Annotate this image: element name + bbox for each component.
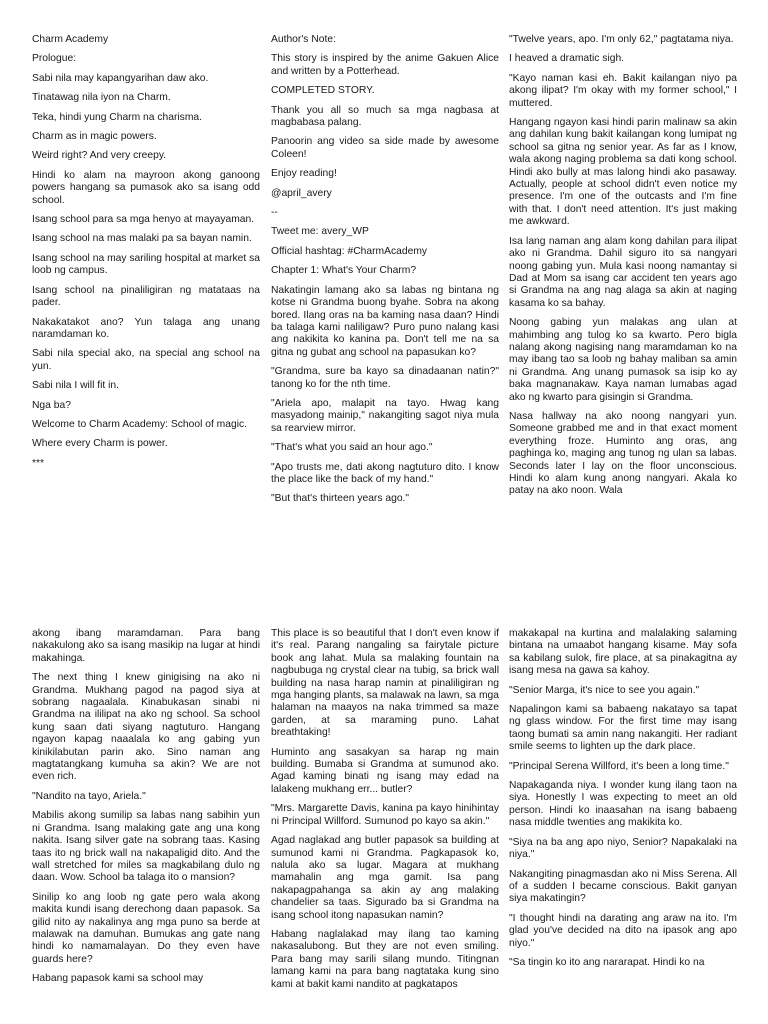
paragraph: Weird right? And very creepy. [32, 150, 167, 162]
paragraph: akong ibang maramdaman. Para bang nakakulong ako sa isang masikip na lugar at hindi makahinga. [32, 628, 260, 664]
paragraph: This story is inspired by the anime Gakuen Alice and written by a Potterhead. [271, 53, 499, 77]
paragraph: Charm as in magic powers. [32, 131, 157, 143]
paragraph: Huminto ang sasakyan sa harap ng main building. Bumaba si Grandma at sumunod ako. Agad kaming binati ng isang may edad na lalakeng mukhang err... butler? [271, 746, 499, 795]
paragraph: Isang school na may sariling hospital at market sa loob ng campus. [32, 252, 260, 277]
paragraph: "Sa tingin ko ito ang nararapat. Hindi ko na [509, 956, 705, 968]
paragraph: Sabi nila may kapangyarihan daw ako. [32, 72, 209, 84]
paragraph: Tinatawag nila iyon na Charm. [32, 92, 171, 104]
text-column-3 [509, 34, 737, 512]
paragraph: Sabi nila special ako, na special ang school na yun. [32, 348, 260, 372]
paragraph: Isang school para sa mga henyo at mayayaman. [32, 214, 255, 226]
paragraph: "I thought hindi na darating ang araw na ito. I'm glad you've decided na dito na ipasok ang apo niyo." [509, 912, 737, 949]
text-column-3 [509, 628, 737, 1024]
paragraph: Where every Charm is power. [32, 438, 168, 450]
paragraph: Noong gabing yun malakas ang ulan at mahimbing ang tulog ko sa kwarto. Pero bigla nalang akong nagising nang maramdaman ko na may ibang tao sa loob ng bahay maliban sa amin ni Grandma. Ang unang pumasok sa isip ko ay baka magnanakaw. Kaya naman lumabas agad ako ng kwarto para gisingin si Grandma. [509, 317, 737, 403]
paragraph: "Principal Serena Willford, it's been a long time." [509, 760, 729, 772]
paragraph: Chapter 1: What's Your Charm? [271, 265, 417, 277]
text-column-2 [271, 34, 499, 512]
paragraph: This place is so beautiful that I don't even know if it's real. Parang nangaling sa fairytale picture book ang lahat. Mula sa malaking fountain na nagbubuga ng crystal clear na tubig, sa brick wall building na nasa harap namin at pinaliligiran ng mga hanging plants, sa malawak na lawn, sa mga halaman na maayos na naka trimmed sa maze garden, at sa maraming puno. Lahat breathtaking! [271, 628, 499, 739]
paragraph: makakapal na kurtina and malalaking salaming bintana na umaabot hangang kisame. May sofa sa kabilang sulok, fire place, at sa pinakagitna ay isang mesa na gawa sa kahoy. [509, 628, 737, 677]
paragraph: "Mrs. Margarette Davis, kanina pa kayo hinihintay ni Principal Willford. Sumunod po kayo sa akin." [271, 803, 499, 827]
paragraph: Official hashtag: #CharmAcademy [271, 245, 428, 257]
paragraph: Habang naglalakad may ilang tao kaming nakasalubong. But they are not even smiling. Para bang may sarili silang mundo. Titingnan lamang kami na para bang nagtataka kung sino kami at bakit kami nandito at pagkatapos [271, 928, 499, 990]
paragraph: COMPLETED STORY. [271, 85, 375, 97]
paragraph: Panoorin ang video sa side made by awesome Coleen! [271, 136, 499, 160]
paragraph: Napakaganda niya. I wonder kung ilang taon na siya. Honestly I was expecting to meet an old person. Hindi ko inaasahan na isang babaeng nasa middle twenties ang makikita ko. [509, 780, 737, 829]
text-column-2 [271, 628, 499, 1024]
text-column-1 [32, 628, 260, 1024]
paragraph: Sabi nila I will fit in. [32, 380, 119, 392]
paragraph: Napalingon kami sa babaeng nakatayo sa tapat ng glass window. For the first time may isang taong bumati sa amin nang nakangiti. Her radiant smile seems to lighten up the dark place. [509, 704, 737, 753]
paragraph: "Apo trusts me, dati akong nagtuturo dito. I know the place like the back of my hand." [271, 461, 499, 485]
paragraph: The next thing I knew ginigising na ako ni Grandma. Mukhang pagod na pagod siya at sobrang nagaalala. Kinabukasan sinabi ni Grandma na ililipat na ako ng school. Sa school kung saan dati siyang nagtuturo. Hangang ngayon kapag naaalala ko ang gabing yun kinikilabutan parin ako. Sino naman ang magtatangkang kumuha sa akin? We are not even rich. [32, 672, 260, 783]
paragraph: Welcome to Charm Academy: School of magic. [32, 418, 247, 430]
paragraph: I heaved a dramatic sigh. [509, 53, 625, 65]
paragraph: Isang school na mas malaki pa sa bayan namin. [32, 233, 252, 245]
paragraph: Habang papasok kami sa school may [32, 973, 204, 985]
paragraph: Hindi ko alam na mayroon akong ganoong powers hangang sa pumasok ako sa isang odd school. [32, 169, 260, 206]
text-column-1 [32, 34, 260, 512]
paragraph: "Senior Marga, it's nice to see you again." [509, 684, 700, 696]
paragraph: "Grandma, sure ba kayo sa dinadaanan natin?" tanong ko for the nth time. [271, 366, 499, 390]
paragraph: Enjoy reading! [271, 168, 337, 180]
paragraph: "That's what you said an hour ago." [271, 442, 433, 454]
document-page-2 [0, 512, 768, 1024]
paragraph: @april_avery [271, 187, 332, 199]
paragraph: Nasa hallway na ako noong nangyari yun. Someone grabbed me and in that exact moment everything froze. Huminto ang oras, ang paghinga ko, maging ang tunog ng ulan sa labas. Seconds later I lay on the floor unconscious. Hindi ko alam kung anong nangyari. Akala ko patay na ako noon. Wala [509, 410, 737, 497]
paragraph: Mabilis akong sumilip sa labas nang sabihin yun ni Grandma. Isang malaking gate ang una kong nakita. Isang silver gate na sobrang taas. Kasing taas ito ng brick wall na nakapaligid dito. And the wall stretched for miles sa magkabilang dulo ng daan. Wow. School ba talaga ito o mansion? [32, 810, 260, 884]
paragraph: Nakakatakot ano? Yun talaga ang unang naramdaman ko. [32, 316, 260, 340]
paragraph: Charm Academy [32, 34, 109, 45]
paragraph: Thank you all so much sa mga nagbasa at magbabasa palang. [271, 104, 499, 129]
paragraph: Agad naglakad ang butler papasok sa building at sumunod kami ni Grandma. Pagkapasok ko, nalula ako sa lugar. Magara at mukhang mamahalin ang mga gamit. Isa pang nakapagpahanga sa akin ay ang malaking chandelier sa taas. Sigurado ba si Grandma na isang school itong napasukan namin? [271, 835, 499, 921]
paragraph: Hangang ngayon kasi hindi parin malinaw sa akin ang dahilan kung bakit kailangan kong lumipat ng school sa gitna ng senior year. As far as I know, wala akong naging problema sa dati kong school. Hindi ako bully at mas lalong hindi ako pasaway. Actually, people at school didn't even notice my presence. I'm one of the outcasts and I'm fine with that. I don't need attention. It's just making me awkward. [509, 117, 737, 228]
paragraph: Teka, hindi yung Charm na charisma. [32, 111, 202, 123]
paragraph: "But that's thirteen years ago." [271, 493, 410, 505]
paragraph: "Nandito na tayo, Ariela." [32, 790, 146, 802]
paragraph: Prologue: [32, 53, 77, 65]
paragraph: "Kayo naman kasi eh. Bakit kailangan niyo pa akong ilipat? I'm okay with my former school," I muttered. [509, 72, 737, 109]
paragraph: "Ariela apo, malapit na tayo. Hwag kang masyadong mainip," nakangiting sagot niya mula sa rearview mirror. [271, 397, 499, 434]
paragraph: Tweet me: avery_WP [271, 226, 369, 238]
paragraph: Author's Note: [271, 34, 336, 45]
paragraph: -- [271, 207, 278, 219]
paragraph: Nakatingin lamang ako sa labas ng bintana ng kotse ni Grandma buong byahe. Sobra na akong bored. Ilang oras na ba kaming nasa daan? Hindi ba talaga kami naliligaw? Puro puno nalang kasi ang nakikita ko kanina pa. Don't tell me na sa gitna ng gubat ang school na papasukan ko? [271, 284, 499, 358]
paragraph: "Siya na ba ang apo niyo, Senior? Napakalaki na niya." [509, 836, 737, 861]
paragraph: Nga ba? [32, 399, 71, 411]
paragraph: Sinilip ko ang loob ng gate pero wala akong makita kundi isang derechong daan papasok. Sa gilid nito ay nakalinya ang mga puno sa berde at malawak na damuhan. Bumukas ang gate nang hindi ko namamalayan. Do they even have guards here? [32, 891, 260, 965]
paragraph: Isang school na pinaliligiran ng matataas na pader. [32, 284, 260, 309]
paragraph: Isa lang naman ang alam kong dahilan para ilipat ako ni Grandma. Dahil siguro ito sa nangyari noong gabing yun. Mula kasi noong namantay si Dad at Mom sa isang car accident ten years ago si Grandma na ang nag alaga sa akin at naging kasama ko sa bahay. [509, 235, 737, 309]
paragraph: *** [32, 457, 45, 469]
paragraph: "Twelve years, apo. I'm only 62," pagtatama niya. [509, 34, 734, 45]
paragraph: Nakangiting pinagmasdan ako ni Miss Serena. All of a sudden I became conscious. Bakit ganyan siya makatingin? [509, 868, 737, 905]
